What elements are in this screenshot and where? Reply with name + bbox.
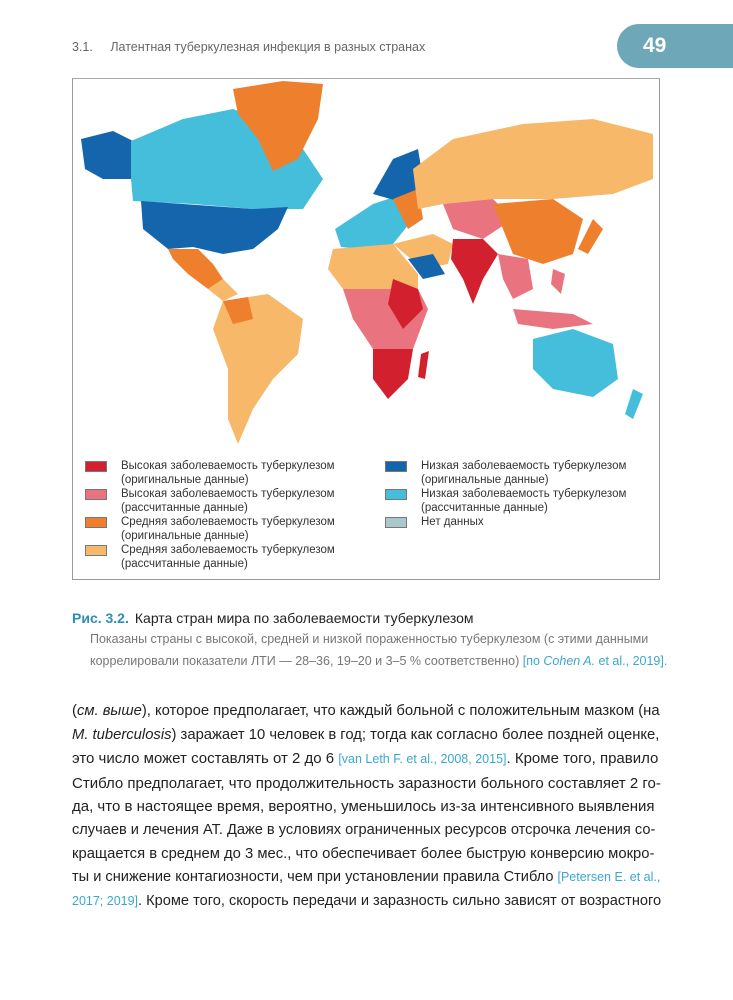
- legend-label: Нет данных: [421, 516, 484, 528]
- cite-author: Cohen A.: [543, 654, 596, 668]
- text-line: [72, 700, 661, 724]
- caption-description: Показаны страны с высокой, средней и низкой пораженностью туберкулезом (с этими данными коррелировали показатели ЛТИ — 28–36, 19–20 и 3–5 % соответственно): [90, 632, 649, 668]
- caption-title: Карта стран мира по заболеваемости туберкулезом: [134, 610, 474, 626]
- legend-item: [385, 487, 655, 515]
- legend-label: Низкая заболеваемость туберкулезом (оригинальные данные): [421, 460, 627, 486]
- world-map: [73, 79, 659, 451]
- body-text: [72, 700, 661, 913]
- legend-item: [85, 543, 385, 571]
- text-line: [72, 843, 661, 867]
- legend-label: Средняя заболеваемость туберкулезом (рассчитанные данные): [121, 544, 335, 570]
- legend-label: Высокая заболеваемость туберкулезом (оригинальные данные): [121, 460, 335, 486]
- legend-item: [385, 515, 655, 529]
- legend-item: [85, 459, 385, 487]
- page-number-badge: 49: [617, 24, 733, 68]
- legend-item: [85, 487, 385, 515]
- section-number: 3.1.: [72, 40, 93, 54]
- figure-box: [72, 78, 660, 580]
- text-line: [72, 747, 661, 772]
- legend-label: Низкая заболеваемость туберкулезом (рассчитанные данные): [421, 488, 627, 514]
- legend-label: Средняя заболеваемость туберкулезом (оригинальные данные): [121, 516, 335, 542]
- caption-citation[interactable]: [523, 654, 668, 668]
- text: Стибло предполагает, что продолжительность заразности больного составляет 2 го-: [72, 774, 661, 792]
- legend-swatch: [85, 545, 107, 556]
- text-italic: см. выше: [76, 703, 142, 719]
- text: это число может составлять от 2 до 6: [72, 750, 339, 768]
- text: . Кроме того, правило: [506, 750, 659, 768]
- section-title: Латентная туберкулезная инфекция в разных странах: [110, 40, 426, 54]
- text: ), которое предполагает, что каждый больной с положительным мазком (на: [141, 703, 660, 719]
- citation-link[interactable]: 2017; 2019]: [72, 893, 139, 908]
- legend-swatch: [85, 489, 107, 500]
- text-line: [72, 819, 661, 843]
- text: да, что в настоящее время, вероятно, уменьшилось из-за интенсивного выявления: [72, 798, 655, 816]
- legend-swatch: [385, 461, 407, 472]
- text: . Кроме того, скорость передачи и заразность сильно зависят от возрастного: [138, 892, 662, 909]
- citation-link[interactable]: [van Leth F. et al., 2008, 2015]: [338, 752, 507, 767]
- text: (: [72, 703, 77, 719]
- text: кращается в среднем до 3 мес., что обеспечивает более быструю конверсию мокро-: [72, 845, 655, 862]
- cite-prefix: [по: [522, 654, 544, 668]
- text: ты и снижение контагиозности, чем при установлении правила Стибло: [72, 869, 558, 886]
- cite-suffix: et al., 2019].: [595, 654, 668, 668]
- text-line: [72, 772, 661, 796]
- figure-caption: [72, 610, 672, 672]
- legend-item: [385, 459, 655, 487]
- caption-label: Рис. 3.2.: [72, 610, 129, 626]
- legend-item: [85, 515, 385, 543]
- running-header: [72, 40, 425, 54]
- text-line: [72, 795, 661, 819]
- legend-swatch: [85, 461, 107, 472]
- text: случаев и лечения АТ. Даже в условиях ограниченных ресурсов отсрочка лечения со-: [72, 821, 656, 838]
- text: ) заражает 10 человек в год; тогда как согласно более поздней оценке,: [171, 726, 660, 743]
- citation-link[interactable]: [Petersen E. et al.,: [557, 870, 661, 885]
- legend-label: Высокая заболеваемость туберкулезом (рассчитанные данные): [121, 488, 335, 514]
- text-line: [72, 890, 661, 914]
- text-italic: M. tuberculosis: [72, 726, 172, 743]
- legend-swatch: [385, 517, 407, 528]
- legend-swatch: [85, 517, 107, 528]
- legend-swatch: [385, 489, 407, 500]
- text-line: [72, 724, 661, 748]
- text-line: [72, 866, 661, 890]
